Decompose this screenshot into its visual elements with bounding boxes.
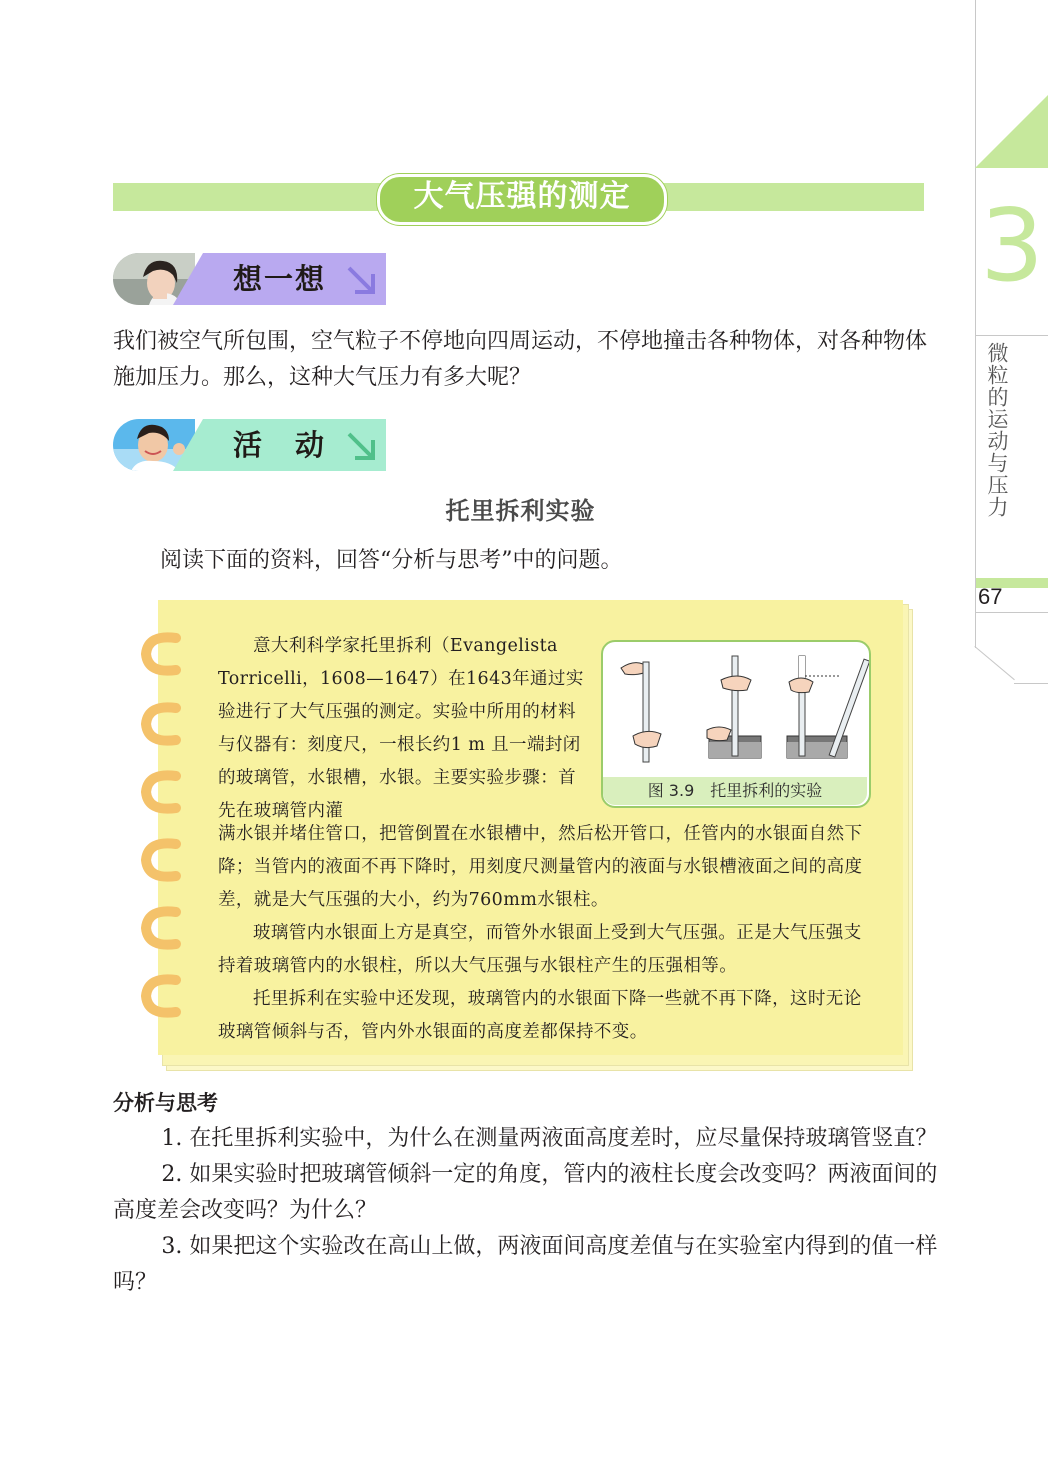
- binder-ring-icon: [136, 768, 194, 816]
- instruction-text: 阅读下面的资料，回答“分析与思考”中的问题。: [160, 548, 623, 573]
- binder-ring-icon: [136, 630, 194, 678]
- margin-rule-diagonal: [974, 646, 1014, 680]
- arrow-down-right-icon: [343, 262, 379, 298]
- section-header-activity: [113, 419, 386, 471]
- corner-triangle-decoration: [975, 95, 1048, 168]
- note-body: [218, 818, 878, 1049]
- margin-rule: [976, 335, 1048, 336]
- binder-ring-icon: [136, 972, 194, 1020]
- note-paragraph-3: 托里拆利在实验中还发现，玻璃管内的水银面下降一些就不再下降，这时无论玻璃管倾斜与否，管内外水银面的高度差都保持不变。: [218, 989, 862, 1042]
- analysis-heading: 分析与思考: [113, 1091, 218, 1115]
- question-item: 3. 如果把这个实验改在高山上做，两液面间高度差值与在实验室内得到的值一样吗？: [113, 1234, 938, 1295]
- figure-caption: 图 3.9 托里拆利的实验: [603, 777, 867, 805]
- page-number: 67: [978, 584, 1003, 609]
- note-intro-continued: 满水银并堵住管口，把管倒置在水银槽中，然后松开管口，任管内的水银面自然下降；当管内的液面不再下降时，用刻度尺测量管内的液面与水银槽液面之间的高度差，就是大气压强的大小，约为760mm水银柱。: [218, 824, 863, 910]
- binder-ring-icon: [136, 904, 194, 952]
- binder-ring-icon: [136, 836, 194, 884]
- margin-rule: [976, 612, 1048, 613]
- question-item: 2. 如果实验时把玻璃管倾斜一定的角度，管内的液柱长度会改变吗？两液面间的高度差会改变吗？为什么？: [113, 1162, 938, 1223]
- binder-ring-icon: [136, 700, 194, 748]
- arrow-down-right-icon: [343, 428, 379, 464]
- page-title: 大气压强的测定: [413, 179, 631, 214]
- section-label-think: 想一想: [233, 262, 327, 296]
- margin-rule: [1014, 683, 1048, 684]
- section-label-activity: 活 动: [233, 428, 327, 462]
- chapter-title-vertical: 微粒的运动与压力: [985, 342, 1009, 518]
- think-paragraph: 我们被空气所包围，空气粒子不停地向四周运动，不停地撞击各种物体，对各种物体施加压力。那么，这种大气压力有多大呢？: [113, 329, 928, 390]
- question-item: 1. 在托里拆利实验中，为什么在测量两液面高度差时，应尽量保持玻璃管竖直？: [161, 1126, 938, 1151]
- experiment-heading: 托里拆利实验: [445, 497, 596, 525]
- note-intro: 意大利科学家托里拆利（Evangelista Torricelli，1608—1647）在1643年通过实验进行了大气压强的测定。实验中所用的材料与仪器有：刻度尺，一根长约1 m 且一端封闭的玻璃管，水银槽，水银。主要实验步骤：首先在玻璃管内灌: [218, 636, 584, 821]
- question-list: [113, 1121, 939, 1301]
- chapter-number: 3: [980, 187, 1044, 304]
- section-header-think: [113, 253, 386, 305]
- note-paragraph-2: 玻璃管内水银面上方是真空，而管外水银面上受到大气压强。正是大气压强支持着玻璃管内的水银柱，所以大气压强与水银柱产生的压强相等。: [218, 923, 862, 976]
